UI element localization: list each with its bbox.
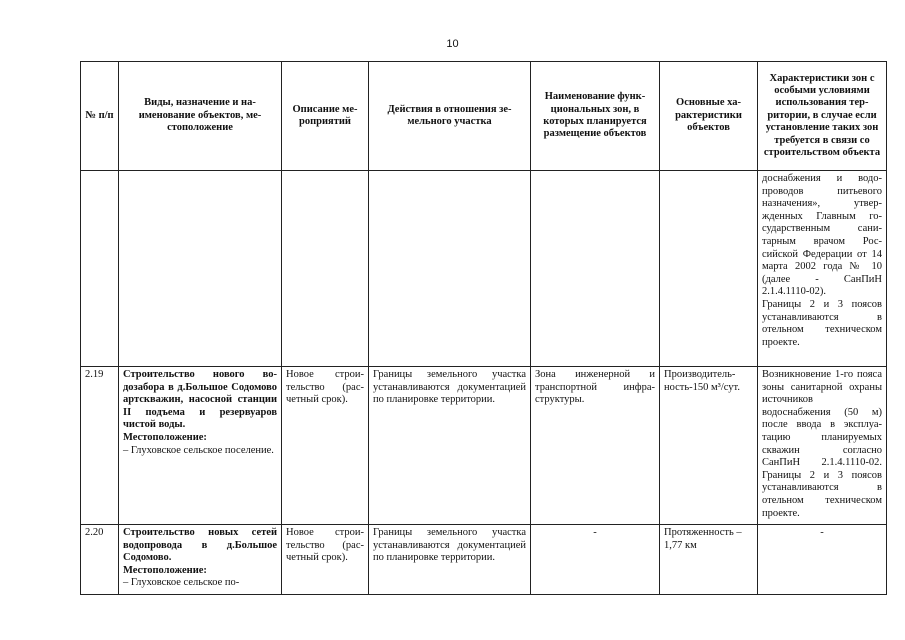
table-cell xyxy=(282,171,369,367)
continuation-row xyxy=(81,171,887,367)
table-cell xyxy=(119,171,282,367)
table-header-row xyxy=(81,62,887,171)
row-number: 2.20 xyxy=(81,525,119,595)
header-land-action: Действия в отношения земельного участка xyxy=(369,62,531,171)
special-zones-cell: - xyxy=(758,525,887,595)
zone-cell: - xyxy=(531,525,660,595)
land-action-cell: Границы земельного участка устанавливаются документацией по планировке территории. xyxy=(369,367,531,525)
header-description: Описание мероприятий xyxy=(282,62,369,171)
special-zones-text: Границы 2 и 3 поясов устанавливаются в отельном техническом проекте. xyxy=(762,298,882,348)
table-cell xyxy=(531,171,660,367)
location-value: – Глуховское сельское поселение. xyxy=(123,444,274,456)
object-cell xyxy=(119,525,282,595)
description-cell: Новое строительство (расчетный срок). xyxy=(282,367,369,525)
characteristics-cell: Производительность-150 м³/сут. xyxy=(660,367,758,525)
special-zones-cell xyxy=(758,171,887,367)
characteristics-cell: Протяженность – 1,77 км xyxy=(660,525,758,595)
header-number: № п/п xyxy=(81,62,119,171)
page-number: 10 xyxy=(446,38,459,50)
row-number: 2.19 xyxy=(81,367,119,525)
table-cell xyxy=(369,171,531,367)
table-cell xyxy=(81,171,119,367)
object-title: Строительство нового водозабора в д.Большое Содомово артскважин, насосной станции II подъема и резервуаров чистой воды. xyxy=(123,369,277,431)
object-cell xyxy=(119,367,282,525)
land-action-cell: Границы земельного участка устанавливаются документацией по планировке территории. xyxy=(369,525,531,595)
special-zones-text: доснабжения и водопроводов питьевого назначения», утвержденных Главным государственным санитарным врачом Российской Федерации от 14 марта 2002 года № 10 (далее - СанПиН 2.1.4.1110-02). xyxy=(762,173,882,298)
special-zones-cell: Возникновение 1-го пояса зоны санитарной охраны источников водоснабжения (50 м) после ввода в эксплуатацию планируемых скважин согласно СанПиН 2.1.4.1110-02. Границы 2 и 3 поясов устанавливаются в отельном техническом проекте. xyxy=(758,367,887,525)
zone-cell: Зона инженерной и транспортной инфраструктуры. xyxy=(531,367,660,525)
object-title: Строительство новых сетей водопровода в д.Большое Содомово. xyxy=(123,527,277,564)
location-label: Местоположение: xyxy=(123,431,207,443)
table-row xyxy=(81,525,887,595)
table-cell xyxy=(660,171,758,367)
header-functional-zone: Наименование функциональных зон, в которых планируется размещение объектов xyxy=(531,62,660,171)
location-value: – Глуховское сельское по- xyxy=(123,577,240,589)
header-characteristics: Основные характеристики объектов xyxy=(660,62,758,171)
location-label: Местоположение: xyxy=(123,564,207,576)
table-row xyxy=(81,367,887,525)
description-cell: Новое строительство (расчетный срок). xyxy=(282,525,369,595)
header-special-zones: Характеристики зон с особыми условиями использования территории, в случае если установление таких зон требуется в связи со строительством объекта xyxy=(758,62,887,171)
header-object-type: Виды, назначение и наименование объектов, местоположение xyxy=(119,62,282,171)
planning-table xyxy=(80,61,887,595)
